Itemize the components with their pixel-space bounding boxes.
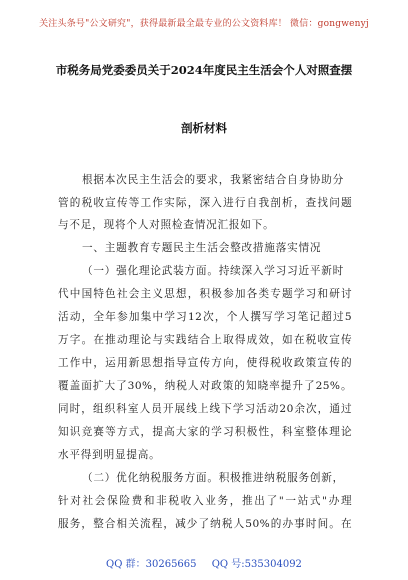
subsection-heading: （一）强化理论武装方面。持续深入学习习近平新时 <box>82 265 345 277</box>
paragraph-line: 根据本次民主生活会的要求，我紧密结合自身协助分 <box>82 174 345 186</box>
document-title: 市税务局党委委员关于2024年度民主生活会个人对照查摆 <box>55 63 353 77</box>
paragraph-line: 工作中，运用新思想指导宣传方向，使得税收政策宣传的 <box>58 357 352 369</box>
paragraph-line: 知识竞赛等方式，提高大家的学习积极性，科室整体理论 <box>58 426 352 438</box>
paragraph-line: 服务，整合相关流程，减少了纳税人50%的办事时间。在 <box>58 518 352 530</box>
paragraph-line: 管的税收宣传等工作实际，深入进行自我剖析，查找问题 <box>58 197 352 209</box>
paragraph-line: 同时，组织科室人员开展线上线下学习活动20余次，通过 <box>58 403 352 415</box>
paragraph-line: 万字。在推动理论与实践结合上取得成效，如在税收宣传 <box>58 334 352 346</box>
footer-contact <box>0 555 408 570</box>
footer-qq-number: QQ 号:535304092 <box>211 559 302 570</box>
header-banner: 关注头条号"公文研究"，获得最新最全最专业的公文资料库！ 微信：gongwenyj <box>39 19 369 29</box>
paragraph-line: 与不足，现将个人对照检查情况汇报如下。 <box>58 219 275 231</box>
paragraph-line: 针对社会保险费和非税收入业务，推出了"一站式"办理 <box>58 495 352 507</box>
paragraph-line: 水平得到明显提高。 <box>58 449 161 461</box>
document-title-continued: 剖析材料 <box>181 121 227 135</box>
section-heading: 一、主题教育专题民主生活会整改措施落实情况 <box>82 242 322 254</box>
footer-qq-group: QQ 群：30265665 <box>106 559 197 570</box>
paragraph-line: 代中国特色社会主义思想，积极参加各类专题学习和研讨 <box>58 288 352 300</box>
paragraph-line: 活动，全年参加集中学习12次，个人撰写学习笔记超过5 <box>58 311 352 323</box>
subsection-heading: （二）优化纳税服务方面。积极推进纳税服务创新， <box>82 472 345 484</box>
paragraph-line: 覆盖面扩大了30%，纳税人对政策的知晓率提升了25%。 <box>58 380 352 392</box>
